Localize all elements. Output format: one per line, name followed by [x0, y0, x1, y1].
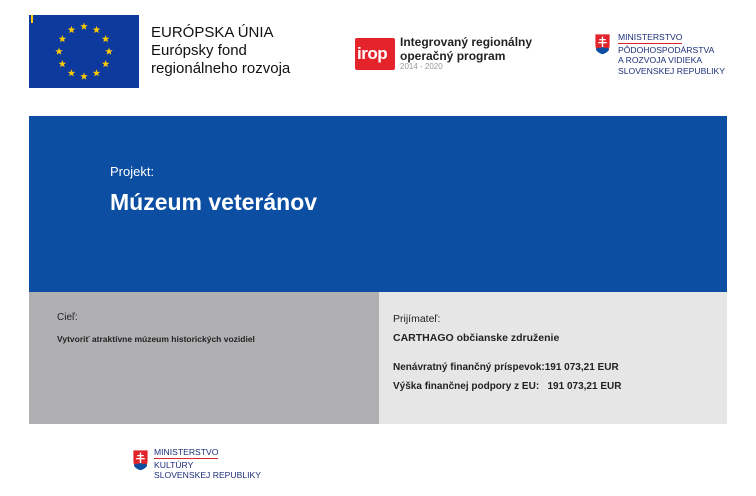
irop-line-2: operačný program — [400, 49, 506, 63]
ministry-agri-line-2: PÔDOHOSPODÁRSTVA — [618, 45, 715, 56]
ministry-agri-line-3: A ROZVOJA VIDIEKA — [618, 55, 703, 66]
eu-star-icon — [68, 69, 76, 76]
ministry-agri-line-4: SLOVENSKEJ REPUBLIKY — [618, 65, 725, 76]
eu-star-icon — [102, 60, 110, 67]
eu-support-value: 191 073,21 EUR — [547, 381, 622, 392]
grant-value: 191 073,21 EUR — [544, 362, 619, 373]
eu-star-icon — [93, 26, 101, 33]
eu-star-icon — [102, 35, 110, 42]
project-label: Projekt: — [110, 164, 155, 179]
eu-star-icon — [68, 26, 76, 33]
eu-title: EURÓPSKA ÚNIA — [151, 24, 274, 41]
ministry-culture-line-2: KULTÚRY — [154, 460, 194, 471]
irop-logo-text: irop — [357, 44, 388, 63]
grant-row — [393, 362, 619, 373]
goal-value: Vytvoriť atraktívne múzeum historických vozidiel — [57, 334, 255, 344]
eu-star-icon — [80, 73, 88, 80]
irop-line-1: Integrovaný regionálny — [400, 35, 533, 49]
recipient-panel — [379, 292, 727, 424]
eu-star-icon — [59, 35, 67, 42]
eu-support-label: Výška finančnej podpory z EU: — [393, 381, 540, 392]
eu-fund-line: Európsky fond — [151, 42, 247, 59]
irop-program-name — [400, 35, 532, 63]
eu-flag-icon — [29, 15, 139, 88]
eu-support-row — [393, 381, 621, 392]
eu-star-icon — [59, 60, 67, 67]
grant-label: Nenávratný finančný príspevok: — [393, 362, 545, 373]
irop-logo-icon — [355, 38, 395, 70]
goal-label: Cieľ: — [57, 312, 78, 323]
eu-flag-corner-mark — [31, 15, 33, 23]
irop-years: 2014 - 2020 — [400, 62, 443, 71]
ministry-culture-logo-text — [154, 447, 261, 481]
recipient-label: Prijímateľ: — [393, 313, 441, 325]
slovak-coat-of-arms-icon — [594, 33, 611, 55]
eu-fund-line-2: regionálneho rozvoja — [151, 60, 291, 77]
slovak-coat-of-arms-icon — [132, 449, 149, 471]
eu-logo-text — [151, 24, 290, 78]
eu-star-icon — [105, 48, 113, 55]
recipient-value: CARTHAGO občianske združenie — [393, 332, 560, 344]
ministry-agriculture-logo-text — [618, 32, 725, 76]
ministry-culture-line-3: SLOVENSKEJ REPUBLIKY — [154, 470, 261, 481]
eu-star-icon — [55, 48, 63, 55]
ministry-agri-line-1: MINISTERSTVO — [618, 32, 682, 44]
project-title: Múzeum veteránov — [110, 189, 318, 215]
goal-panel — [29, 292, 379, 424]
eu-star-icon — [80, 23, 88, 30]
eu-star-icon — [93, 69, 101, 76]
ministry-culture-line-1: MINISTERSTVO — [154, 447, 218, 459]
